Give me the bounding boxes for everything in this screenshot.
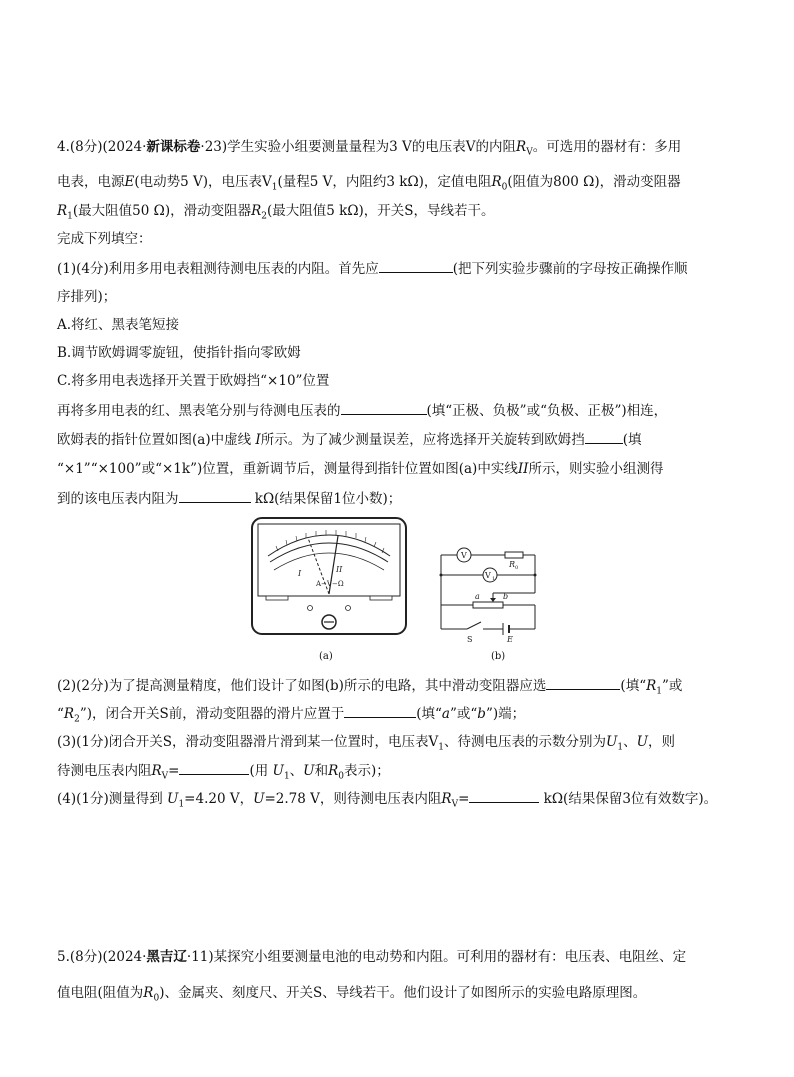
q4-part4-line1: (4)(1分)测量得到 $U_1=4.20$ V，U=2.78 V，则待测电压表内阻$R_V= k\Omega$(结果保留3位有效数字)。 xyxy=(57,788,717,815)
answer-blank-1[interactable] xyxy=(379,258,453,273)
answer-blank-3[interactable] xyxy=(585,429,623,444)
figure-b-caption: (b) xyxy=(491,651,506,662)
q4-line3: $R_1$(最大阻值50 Ω)，滑动变阻器$R_2$(最大阻值5 kΩ)，开关S，导线若干。 xyxy=(57,203,495,222)
q4-part1-line1: (1)(4分)利用多用电表粗测待测电压表的内阻。首先应 (把下列实验步骤前的字母按正确操作顺 xyxy=(57,258,688,279)
figure-a-caption: (a) xyxy=(319,651,333,662)
battery-e-label: E xyxy=(507,635,513,644)
answer-blank-5[interactable] xyxy=(546,675,620,690)
q5-source: 黑吉辽 xyxy=(146,949,187,965)
switch-s-label: S xyxy=(467,635,473,644)
q4-part3-line2: 待测电压表内阻$R_V=$ (用 $U_1$、U和$R_0$表示)； xyxy=(57,760,390,787)
q4-line1: 4.(8分)(2024·新课标卷·23)学生实验小组要测量量程为3 V的电压表V的内阻$R_V$。可选用的器材有：多用 xyxy=(57,139,682,158)
answer-blank-2[interactable] xyxy=(341,400,427,415)
q4-line4: 完成下列填空： xyxy=(57,231,152,247)
pointer-ii-label: II xyxy=(336,565,343,574)
svg-text:0: 0 xyxy=(515,565,519,571)
q5-line1: 5.(8分)(2024·黑吉辽·11)某探究小组要测量电池的电动势和内阻。可利用的器材有：电压表、电阻丝、定 xyxy=(57,949,687,965)
q4-part3-line1: (3)(1分)闭合开关S，滑动变阻器滑片滑到某一位置时，电压表$V_1$、待测电压表的示数分别为$U_1$、U，则 xyxy=(57,734,675,753)
q4-part1-line9: 到的该电压表内阻为 kΩ(结果保留1位小数)； xyxy=(57,488,401,509)
voltmeter-v-label: V xyxy=(461,551,467,560)
q5-line2: 值电阻(阻值为$R_0$)、金属夹、刻度尺、开关S、导线若干。他们设计了如图所示的实验电路原理图。 xyxy=(57,985,647,1004)
figure-b-circuit xyxy=(437,545,541,645)
terminal-a-label: a xyxy=(475,592,480,601)
answer-blank-4[interactable] xyxy=(179,488,251,503)
figure-a-multimeter xyxy=(250,516,408,636)
q4-part2-line2: “$R_2$”)，闭合开关S前，滑动变阻器的滑片应置于 (填“a”或“b”)端； xyxy=(57,703,525,730)
answer-blank-6[interactable] xyxy=(344,703,416,718)
answer-blank-7[interactable] xyxy=(179,760,249,775)
q4-line2: 电表，电源E(电动势5 V)，电压表$V_1$(量程5 V，内阻约3 kΩ)，定值电阻$R_0$(阻值为800 Ω)，滑动变阻器 xyxy=(57,174,681,193)
option-b: B.调节欧姆调零旋钮，使指针指向零欧姆 xyxy=(57,345,301,361)
terminal-b-label: b xyxy=(503,592,509,601)
svg-text:1: 1 xyxy=(492,576,496,582)
answer-blank-8[interactable] xyxy=(469,788,539,803)
option-c: C.将多用电表选择开关置于欧姆挡“×10”位置 xyxy=(57,373,330,389)
r0-label: R xyxy=(509,560,516,569)
q4-part2-line1: (2)(2分)为了提高测量精度，他们设计了如图(b)所示的电路，其中滑动变阻器应选 (填“$R_1$”或 xyxy=(57,675,682,702)
q4-part1-line7: 欧姆表的指针位置如图(a)中虚线 I所示。为了减少测量误差，应将选择开关旋转到欧姆挡 (填 xyxy=(57,429,642,450)
q4-part1-line8: “×1”“×100”或“×1k”)位置，重新调节后，测量得到指针位置如图(a)中实线II所示，则实验小组测得 xyxy=(57,461,664,477)
q4-source: 新课标卷 xyxy=(146,139,201,155)
option-a: A.将红、黑表笔短接 xyxy=(57,317,180,333)
meter-label: A−V−Ω xyxy=(316,580,344,588)
pointer-i-label: I xyxy=(298,569,302,578)
q4-part1-line2: 序排列)； xyxy=(57,289,117,305)
q4-part1-line6: 再将多用电表的红、黑表笔分别与待测电压表的 (填“正极、负极”或“负极、正极”)相连， xyxy=(57,400,667,421)
voltmeter-v1-label: V xyxy=(485,571,491,580)
